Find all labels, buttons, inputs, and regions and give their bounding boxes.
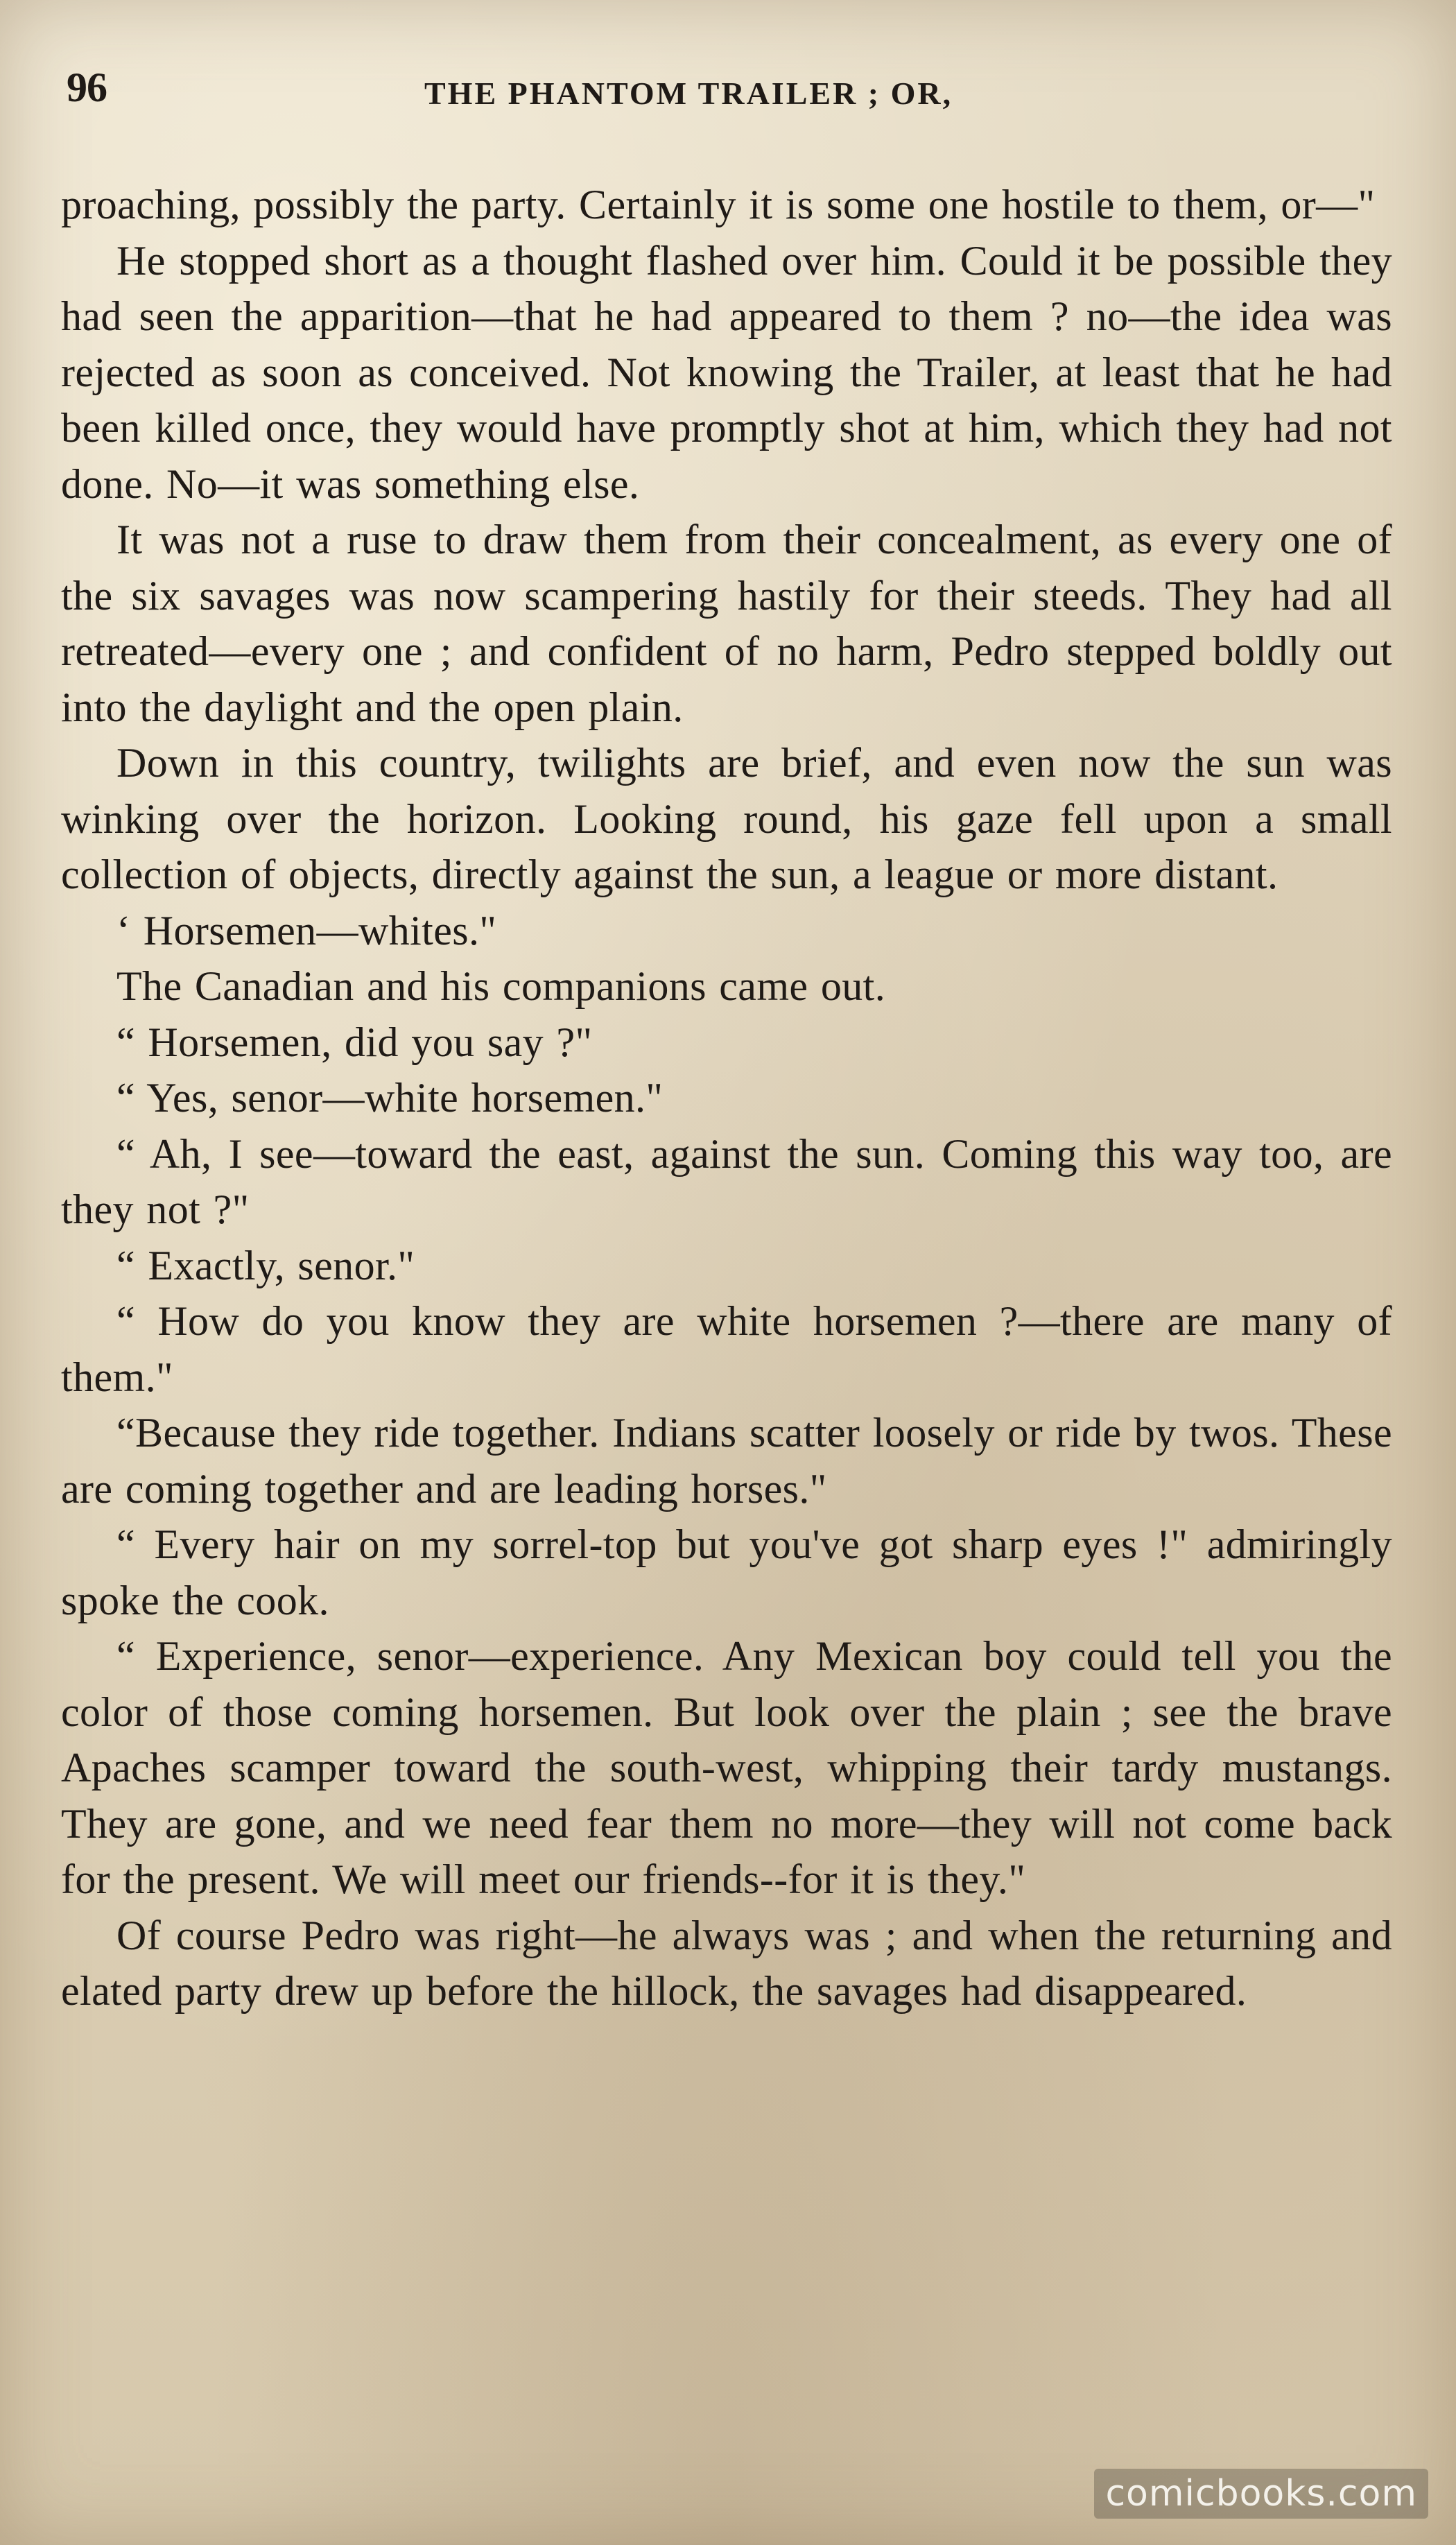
paragraph: “ How do you know they are white horsemen ?—there are many of them."	[61, 1298, 1392, 1400]
paragraph: “ Yes, senor—white horsemen."	[116, 1075, 664, 1121]
paragraph: “Because they ride together. Indians scatter loosely or ride by twos. These are coming together and are leading horses."	[61, 1410, 1392, 1512]
page-number: 96	[67, 64, 107, 110]
paragraph: “ Every hair on my sorrel-top but you've got sharp eyes !" admiringly spoke the cook.	[61, 1521, 1392, 1623]
paragraph: “ Experience, senor—experience. Any Mexican boy could tell you the color of those coming horsemen. But look over the plain ; see the brave Apaches scamper toward the south-west, whipping their tardy mustangs. They are gone, and we need fear them no more—they will not come back for the present. We will meet our friends--for it is they."	[61, 1633, 1392, 1902]
paragraph: “ Exactly, senor."	[116, 1242, 415, 1288]
paragraph: Of course Pedro was right—he always was ; and when the returning and elated party drew up before the hillock, the savages had disappeared.	[61, 1912, 1392, 2014]
paragraph: It was not a ruse to draw them from their concealment, as every one of the six savages was now scampering hastily for their steeds. They had all retreated—every one ; and confident of no harm, Pedro stepped boldly out into the daylight and the open plain.	[61, 517, 1392, 730]
running-head: THE PHANTOM TRAILER ; OR,	[424, 76, 953, 111]
watermark: comicbooks.com	[1094, 2469, 1428, 2519]
paragraph: ‘ Horsemen—whites."	[116, 907, 497, 954]
paragraph: “ Horsemen, did you say ?"	[116, 1019, 593, 1065]
paragraph: He stopped short as a thought flashed over him. Could it be possible they had seen the apparition—that he had appeared to them ? no—the idea was rejected as soon as conceived. Not knowing the Trailer, at least that he had been killed once, they would have promptly shot at him, which they had not done. No—it was something else.	[61, 237, 1392, 507]
paragraph: proaching, possibly the party. Certainly it is some one hostile to them, or—"	[61, 182, 1376, 227]
body-text	[61, 177, 1392, 2019]
paragraph: The Canadian and his companions came out.	[116, 963, 886, 1009]
page-header	[64, 64, 1392, 119]
paragraph: Down in this country, twilights are brief, and even now the sun was winking over the horizon. Looking round, his gaze fell upon a small collection of objects, directly against the sun, a league or more distant.	[61, 740, 1392, 897]
paragraph: “ Ah, I see—toward the east, against the sun. Coming this way too, are they not ?"	[61, 1130, 1392, 1232]
